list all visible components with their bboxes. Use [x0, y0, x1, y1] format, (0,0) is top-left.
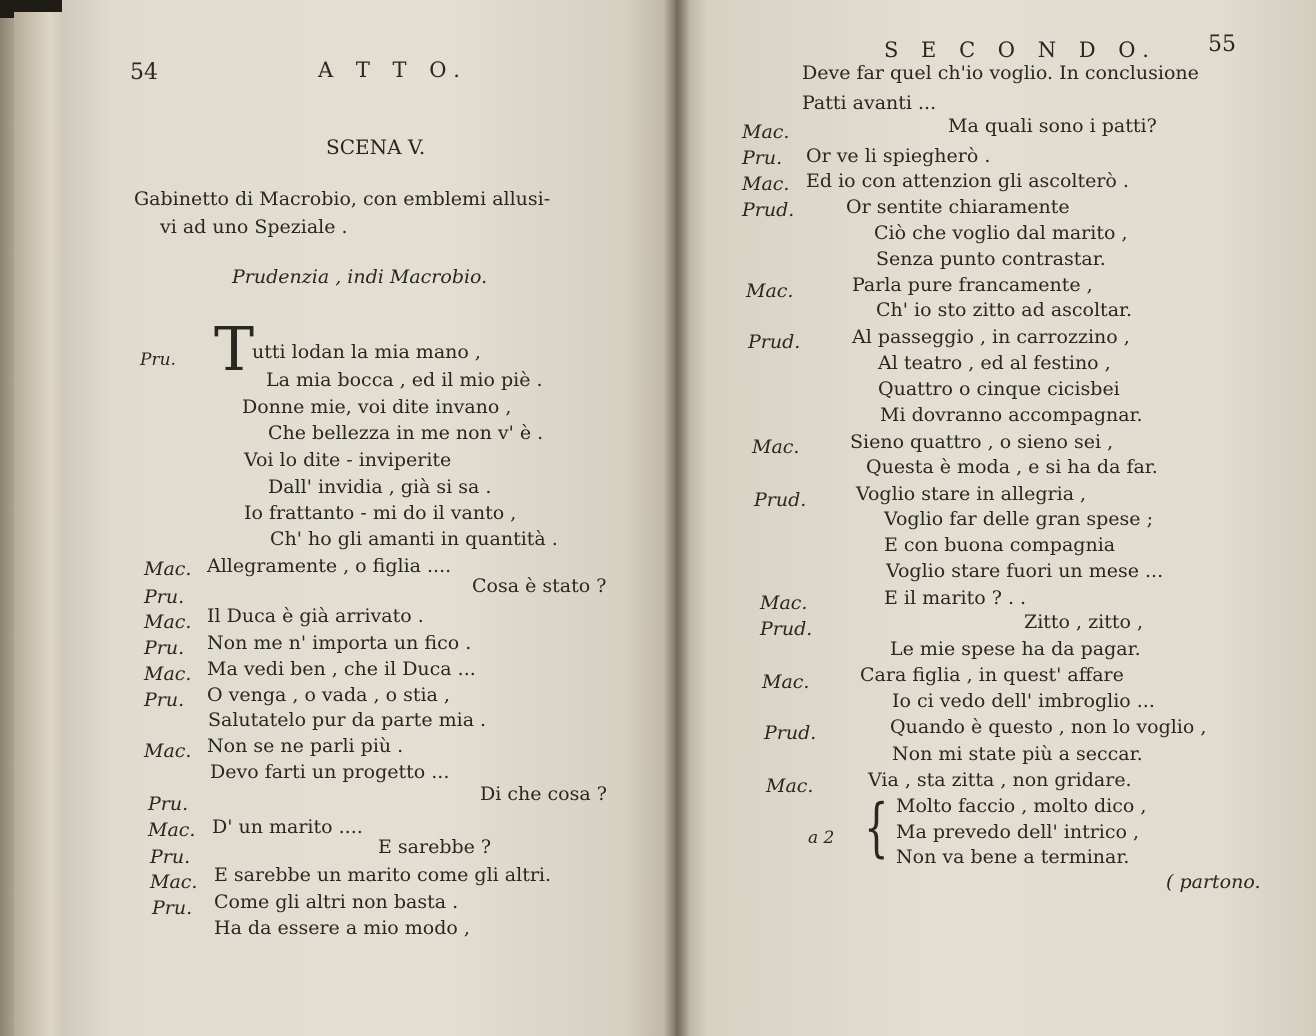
speaker-label: Mac. — [746, 280, 794, 302]
speaker-label: Mac. — [144, 740, 192, 762]
drop-cap: T — [214, 315, 255, 385]
speaker-label: Mac. — [752, 436, 800, 458]
verse-line: Ma prevedo dell' intrico , — [896, 821, 1140, 843]
speaker-label: Pru. — [144, 689, 185, 711]
verse-line: E con buona compagnia — [884, 534, 1116, 556]
brace-icon: { — [864, 791, 889, 865]
speaker-label: Pru. — [742, 147, 783, 169]
verse-line: Ha da essere a mio modo , — [214, 917, 470, 939]
verse-line: Io ci vedo dell' imbroglio ... — [892, 690, 1155, 712]
speaker-label: Pru. — [144, 586, 185, 608]
speaker-label: Pru. — [152, 897, 193, 919]
stage-direction: ( partono. — [1166, 871, 1261, 893]
verse-line: Parla pure francamente , — [852, 274, 1093, 296]
verse-line: Non mi state più a seccar. — [892, 743, 1143, 765]
verse-line: Le mie spese ha da pagar. — [890, 638, 1141, 660]
verse-line: Salutatelo pur da parte mia . — [208, 709, 487, 731]
speaker-label: Mac. — [766, 775, 814, 797]
verse-line: Ch' io sto zitto ad ascoltar. — [876, 299, 1133, 321]
verse-line: utti lodan la mia mano , — [252, 341, 481, 363]
verse-line: Patti avanti ... — [802, 92, 937, 114]
verse-line: Non me n' importa un fico . — [207, 632, 472, 654]
verse-line: Non va bene a terminar. — [896, 846, 1130, 868]
speaker-label: Prud. — [754, 489, 807, 511]
verse-line: Ma quali sono i patti? — [948, 115, 1157, 137]
verse-line: Quando è questo , non lo voglio , — [890, 716, 1207, 738]
verse-line: Dall' invidia , già si sa . — [268, 476, 492, 498]
verse-line: Ciò che voglio dal marito , — [874, 222, 1128, 244]
verse-line: Devo farti un progetto ... — [210, 761, 450, 783]
verse-line: Cosa è stato ? — [472, 575, 607, 597]
running-head: S E C O N D O. — [884, 38, 1157, 62]
speaker-label: Prud. — [760, 618, 813, 640]
verse-line: Al passeggio , in carrozzino , — [852, 326, 1130, 348]
verse-line: Cara figlia , in quest' affare — [860, 664, 1124, 686]
verse-line: Or sentite chiaramente — [846, 196, 1070, 218]
speaker-label: Mac. — [742, 173, 790, 195]
speaker-label: Prud. — [764, 722, 817, 744]
verse-line: Quattro o cinque cicisbei — [878, 378, 1120, 400]
page-number: 55 — [1208, 32, 1236, 57]
verse-line: Di che cosa ? — [480, 783, 607, 805]
verse-line: Voi lo dite - inviperite — [244, 449, 452, 471]
verse-line: Non se ne parli più . — [207, 735, 404, 757]
verse-line: La mia bocca , ed il mio piè . — [266, 369, 543, 391]
verse-line: Zitto , zitto , — [1024, 611, 1143, 633]
speaker-label: Prud. — [742, 199, 795, 221]
speaker-label: Mac. — [144, 611, 192, 633]
stage-setting-line: vi ad uno Speziale . — [160, 216, 348, 238]
verse-line: Il Duca è già arrivato . — [207, 605, 424, 627]
verse-line: E sarebbe ? — [378, 836, 492, 858]
verse-line: Molto faccio , molto dico , — [896, 795, 1147, 817]
speaker-label: Pru. — [150, 846, 191, 868]
verse-line: Via , sta zitta , non gridare. — [868, 769, 1132, 791]
verse-line: Ma vedi ben , che il Duca ... — [207, 658, 476, 680]
verse-line: E il marito ? . . — [884, 587, 1027, 609]
verse-line: Voglio far delle gran spese ; — [884, 508, 1153, 530]
speaker-label: Mac. — [760, 592, 808, 614]
verse-line: Or ve li spiegherò . — [806, 145, 991, 167]
verse-line: Io frattanto - mi do il vanto , — [244, 502, 517, 524]
speaker-label: Mac. — [742, 121, 790, 143]
verse-line: D' un marito .... — [212, 816, 363, 838]
speaker-label: Pru. — [144, 637, 185, 659]
verse-line: Sieno quattro , o sieno sei , — [850, 431, 1114, 453]
page-number: 54 — [130, 60, 158, 85]
speaker-label: Mac. — [150, 871, 198, 893]
characters-line: Prudenzia , indi Macrobio. — [232, 266, 488, 288]
verse-line: Allegramente , o figlia .... — [207, 555, 452, 577]
verse-line: Questa è moda , e si ha da far. — [866, 456, 1158, 478]
verse-line: Donne mie, voi dite invano , — [242, 396, 512, 418]
verse-line: Ed io con attenzion gli ascolterò . — [806, 170, 1129, 192]
speaker-label: Mac. — [144, 663, 192, 685]
verse-line: Ch' ho gli amanti in quantità . — [270, 528, 558, 550]
speaker-label: Pru. — [148, 793, 189, 815]
speaker-label: Pru. — [140, 350, 176, 370]
book-gutter — [664, 0, 690, 1036]
verse-line: Voglio stare fuori un mese ... — [886, 560, 1164, 582]
a-due-label: a 2 — [808, 828, 835, 848]
verse-line: Senza punto contrastar. — [876, 248, 1106, 270]
speaker-label: Mac. — [144, 558, 192, 580]
verse-line: Al teatro , ed al festino , — [878, 352, 1111, 374]
speaker-label: Mac. — [762, 671, 810, 693]
verse-line: Come gli altri non basta . — [214, 891, 459, 913]
verse-line: Voglio stare in allegria , — [856, 483, 1087, 505]
verse-line: O venga , o vada , o stia , — [207, 684, 450, 706]
verse-line: Mi dovranno accompagnar. — [880, 404, 1143, 426]
verse-line: Che bellezza in me non v' è . — [268, 422, 544, 444]
speaker-label: Mac. — [148, 819, 196, 841]
speaker-label: Prud. — [748, 331, 801, 353]
stage-setting-line: Gabinetto di Macrobio, con emblemi allusi- — [134, 188, 551, 210]
scene-title: SCENA V. — [326, 135, 426, 159]
running-head: A T T O. — [318, 58, 468, 82]
verse-line: Deve far quel ch'io voglio. In conclusione — [802, 62, 1199, 84]
verse-line: E sarebbe un marito come gli altri. — [214, 864, 552, 886]
